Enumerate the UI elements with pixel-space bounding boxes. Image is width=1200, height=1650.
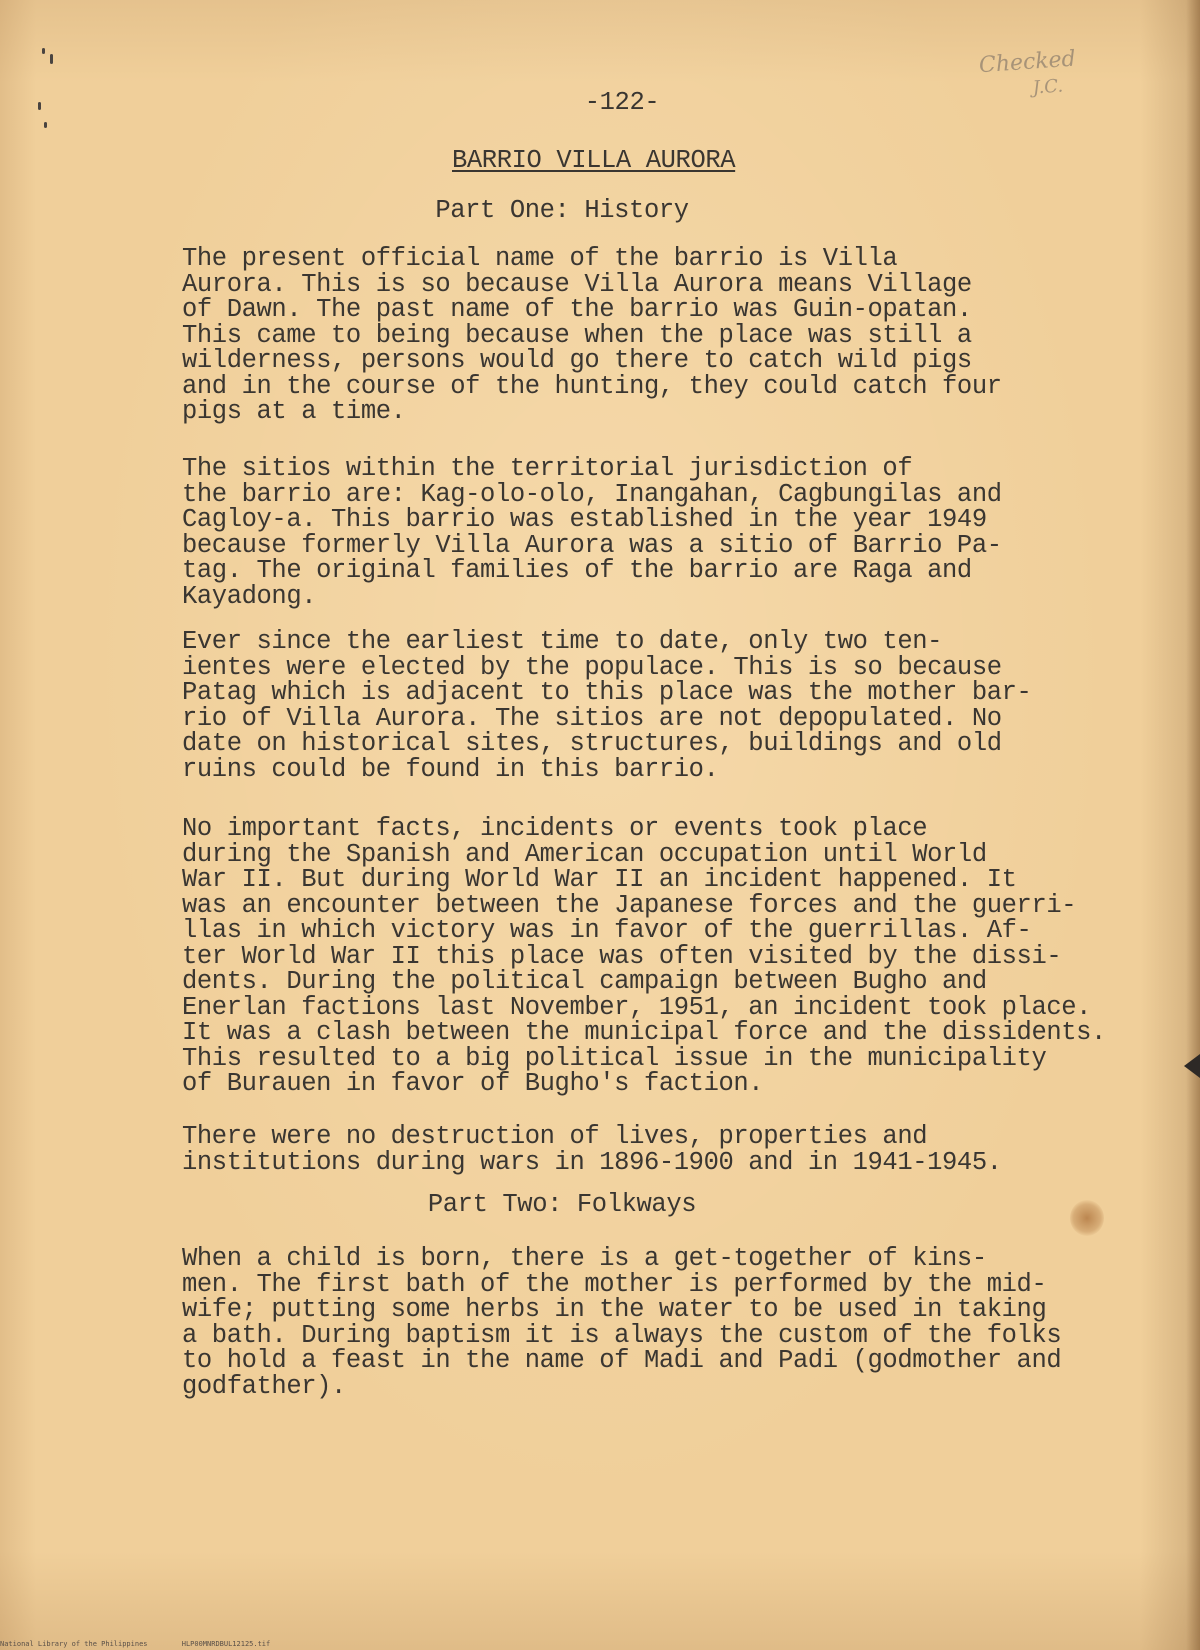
page-number: -122- <box>584 88 660 117</box>
paragraph-childbirth: When a child is born, there is a get-together of kins- men. The first bath of the mother is performed by the mid- wife; putting some herbs in the water to be used in taking a bath. During baptism it is always the custom of the folks to hold a feast in the name of Madi and Padi (godmother and godfather). <box>182 1244 1062 1401</box>
scan-footer <box>0 1640 340 1648</box>
handwritten-note-line2: J.C. <box>1032 75 1064 99</box>
page-edge-shadow <box>1186 0 1200 1650</box>
paragraph-events: No important facts, incidents or events took place during the Spanish and American occupation until World War II. But during World War II an incident happened. It was an encounter between the Japanese forces and the guerri- llas in which victory was in favor of the guerrillas. Af- ter World War II this place was often visited by the dissi- dents. During the political campaign between Bugho and Enerlan factions last November, 1951, an incident took place. It was a clash between the municipal force and the dissidents. This resulted to a big political issue in the municipality of Burauen in favor of Bugho's faction. <box>182 814 1106 1098</box>
margin-arrow-mark <box>1184 1054 1200 1078</box>
paragraph-tenientes: Ever since the earliest time to date, only two ten- ientes were elected by the populace. This is so because Patag which is adjacent to this place was the mother bar- rio of Villa Aurora. The sitios are not depopulated. No date on historical sites, structures, buildings and old ruins could be found in this barrio. <box>182 627 1032 784</box>
paragraph-sitios: The sitios within the territorial jurisdiction of the barrio are: Kag-olo-olo, Inangahan, Cagbungilas and Cagloy-a. This barrio was established in the year 1949 because formerly Villa Aurora was a sitio of Barrio Pa- tag. The original families of the barrio are Raga and Kayadong. <box>182 454 1002 611</box>
handwritten-note-line1: Checked <box>978 46 1077 79</box>
section-heading-folkways: Part Two: Folkways <box>427 1190 697 1219</box>
pen-mark-left-margin <box>38 44 56 134</box>
section-heading-history: Part One: History <box>435 196 689 225</box>
paragraph-official-name: The present official name of the barrio is Villa Aurora. This is so because Villa Aurora means Village of Dawn. The past name of the barrio was Guin-opatan. This came to being because when the place was still a wilderness, persons would go there to catch wild pigs and in the course of the hunting, they could catch four pigs at a time. <box>182 244 1002 426</box>
footer-library: National Library of the Philippines <box>0 1640 148 1648</box>
document-title: BARRIO VILLA AURORA <box>452 146 736 175</box>
footer-file-id: HLP00MNRDBUL12125.tif <box>181 1640 271 1648</box>
paragraph-destruction: There were no destruction of lives, properties and institutions during wars in 1896-1900 and in 1941-1945. <box>182 1122 1002 1177</box>
document-body <box>182 84 1122 1401</box>
paper-stain <box>1070 1200 1104 1236</box>
